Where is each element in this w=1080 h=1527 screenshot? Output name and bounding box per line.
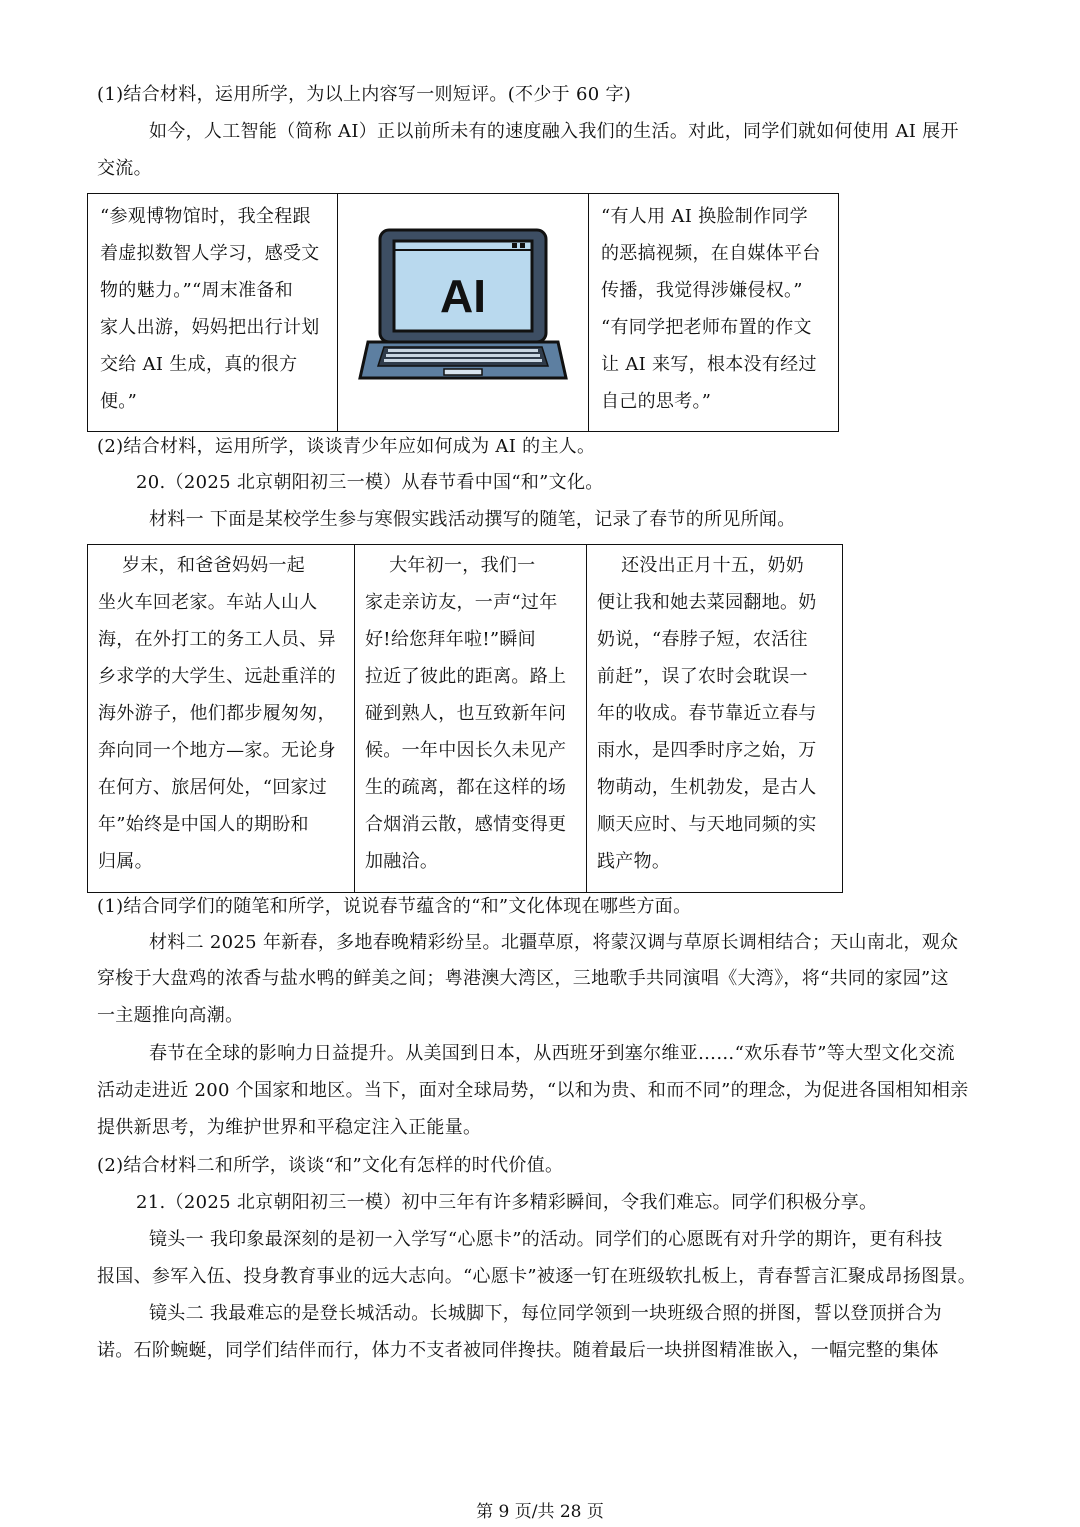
essay-col1-text: 岁末，和爸爸妈妈一起 坐火车回老家。车站人山人 海，在外打工的务工人员、异 乡求学的大学生、远赴重洋的 海外游子，他们都步履匆匆， 奔向同一个地方—家。无论身 在何方、旅居何处，“回家过 年”始终是中国人的期盼和 归属。 — [98, 555, 336, 872]
scene2-line2: 诺。石阶蜿蜒，同学们结伴而行，体力不支者被同伴搀扶。随着最后一块拼图精准嵌入，一幅完整的集体 — [97, 1340, 939, 1361]
ai-table-left-text: “参观博物馆时，我全程跟 着虚拟数智人学习，感受文 物的魅力。”“周末准备和 家人出游，妈妈把出行计划 交给 AI 生成，真的很方 便。” — [100, 206, 320, 412]
material2b-line3: 提供新思考，为维护世界和平稳定注入正能量。 — [97, 1117, 482, 1138]
material2-line2: 穿梭于大盘鸡的浓香与盐水鸭的鲜美之间；粤港澳大湾区，三地歌手共同演唱《大湾》，将“共同的家园”这 — [97, 968, 949, 989]
essay-col3-cell — [586, 545, 842, 892]
q20-material1: 材料一 下面是某校学生参与寒假实践活动撰写的随笔，记录了春节的所见所闻。 — [149, 509, 796, 530]
ai-intro-line1: 如今，人工智能（简称 AI）正以前所未有的速度融入我们的生活。对此，同学们就如何使用 AI 展开 — [149, 121, 959, 142]
scene2-line1: 镜头二 我最难忘的是登长城活动。长城脚下，每位同学领到一块班级合照的拼图，誓以登顶拼合为 — [149, 1303, 942, 1324]
essay-table — [87, 544, 843, 893]
page-footer: 第 9 页/共 28 页 — [476, 1502, 604, 1522]
q20-part1: (1)结合同学们的随笔和所学，说说春节蕴含的“和”文化体现在哪些方面。 — [97, 896, 692, 917]
material2b-line1: 春节在全球的影响力日益提升。从美国到日本，从西班牙到塞尔维亚……“欢乐春节”等大型文化交流 — [149, 1043, 955, 1064]
essay-col2-text: 大年初一，我们一 家走亲访友，一声“过年 好!给您拜年啦!”瞬间 拉近了彼此的距离。路上 碰到熟人，也互致新年问 候。一年中因长久未见产 生的疏离，都在这样的场 合烟消云散，感情变得更 加融洽。 — [365, 555, 567, 872]
ai-table-right-text: “有人用 AI 换脸制作同学 的恶搞视频，在自媒体平台 传播，我觉得涉嫌侵权。” “有同学把老师布置的作文 让 AI 来写，根本没有经过 自己的思考。” — [601, 206, 821, 412]
q19-part2: (2)结合材料，运用所学，谈谈青少年应如何成为 AI 的主人。 — [97, 436, 596, 457]
material2-line1: 材料二 2025 年新春，多地春晚精彩纷呈。北疆草原，将蒙汉调与草原长调相结合；天山南北，观众 — [149, 932, 959, 953]
essay-col3-text: 还没出正月十五，奶奶 便让我和她去菜园翻地。奶 奶说，“春脖子短，农活往 前赶”，误了农时会耽误一 年的收成。春节靠近立春与 雨水，是四季时序之始，万 物萌动，生机勃发，是古人 顺天应时、与天地同频的实 践产物。 — [597, 555, 817, 872]
ai-intro-line2: 交流。 — [97, 158, 152, 179]
ai-table — [87, 193, 839, 432]
material2b-line2: 活动走进近 200 个国家和地区。当下，面对全球局势，“以和为贵、和而不同”的理念，为促进各国相知相亲 — [97, 1080, 969, 1101]
laptop-ai-icon — [358, 228, 568, 388]
essay-col1-cell — [88, 545, 354, 892]
scene1-line2: 报国、参军入伍、投身教育事业的远大志向。“心愿卡”被逐一钉在班级软扎板上，青春誓言汇聚成昂扬图景。 — [97, 1266, 977, 1287]
scene1-line1: 镜头一 我印象最深刻的是初一入学写“心愿卡”的活动。同学们的心愿既有对升学的期许，更有科技 — [149, 1229, 943, 1250]
q20-part2: (2)结合材料二和所学，谈谈“和”文化有怎样的时代价值。 — [97, 1155, 564, 1176]
q20-title: 20.（2025 北京朝阳初三一模）从春节看中国“和”文化。 — [136, 472, 604, 493]
laptop-screen-label: AI — [440, 270, 486, 322]
ai-table-left-cell — [88, 194, 337, 431]
q21-title: 21.（2025 北京朝阳初三一模）初中三年有许多精彩瞬间，令我们难忘。同学们积极分享。 — [136, 1192, 878, 1213]
ai-table-image-cell — [337, 194, 588, 431]
material2-line3: 一主题推向高潮。 — [97, 1005, 244, 1026]
q19-part1: (1)结合材料，运用所学，为以上内容写一则短评。(不少于 60 字) — [97, 84, 632, 105]
essay-col2-cell — [354, 545, 586, 892]
ai-table-right-cell — [588, 194, 838, 431]
